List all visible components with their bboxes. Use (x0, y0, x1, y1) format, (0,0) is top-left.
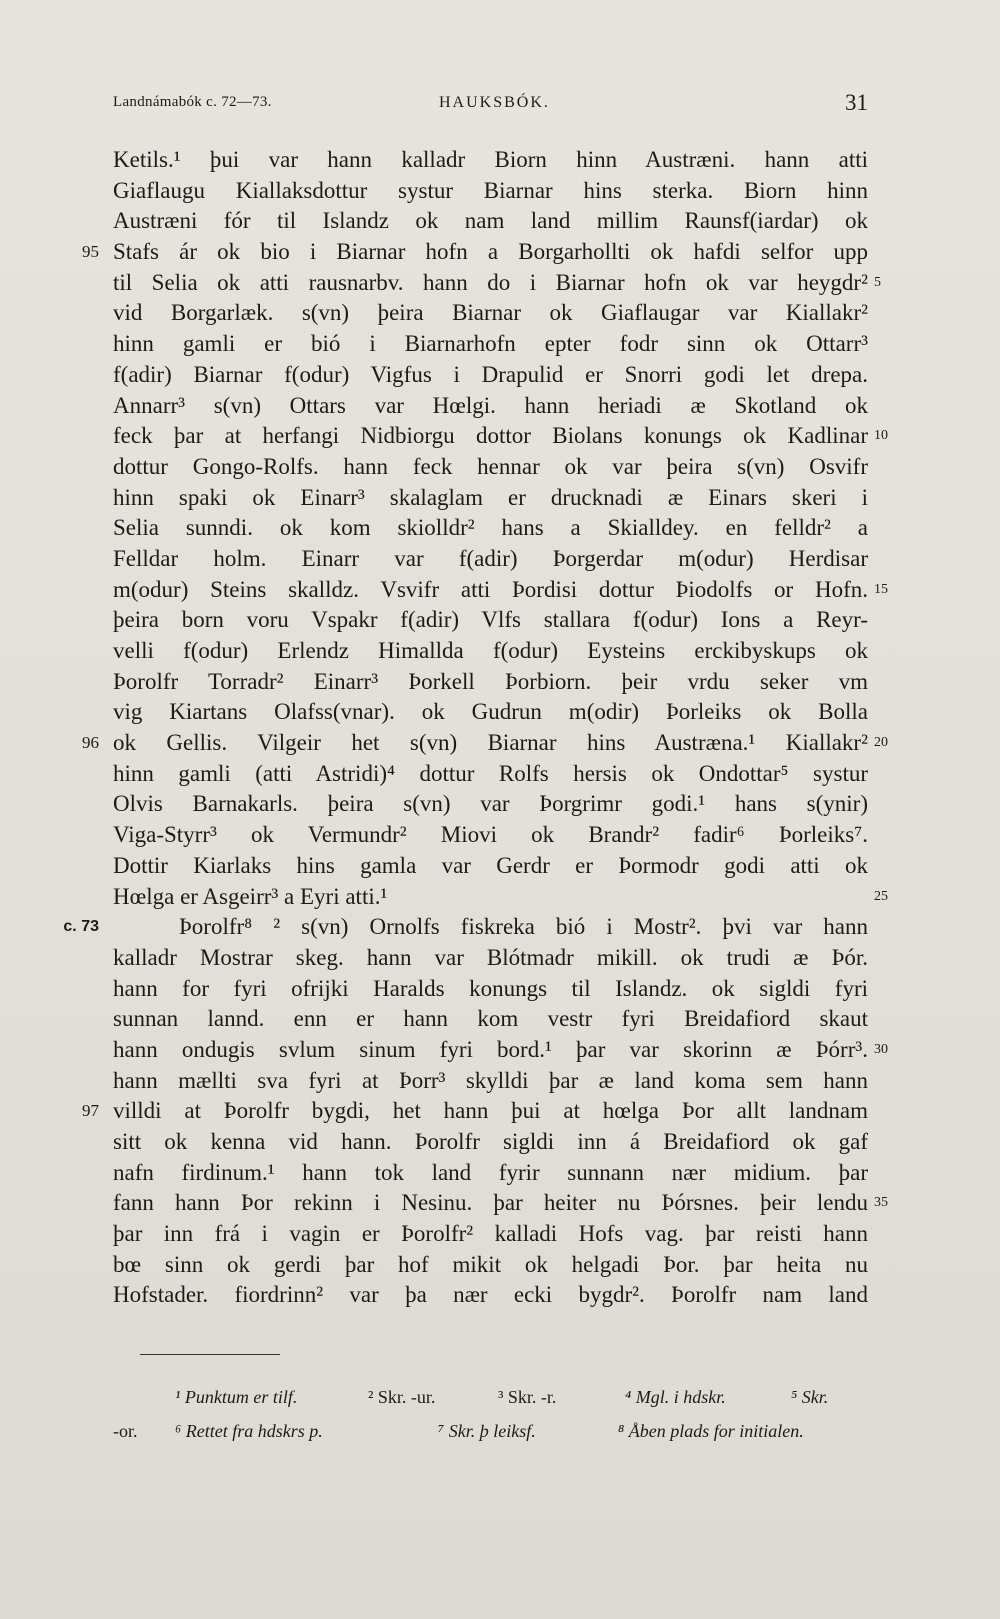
page-number: 31 (845, 90, 868, 115)
text-line-content: Hœlga er Asgeirr³ a Eyri atti.¹ (113, 883, 388, 909)
text-line (113, 1250, 868, 1281)
text-line (113, 268, 881, 299)
text-line-content: m(odur) Steins skalldz. Vsvifr atti Þordisi dottur Þiodolfs or Hofn. (113, 576, 868, 602)
footnote-2: ² Skr. -ur. (368, 1387, 436, 1407)
text-line-content: ok Gellis. Vilgeir het s(vn) Biarnar hins Austræna.¹ Kiallakr² (113, 730, 868, 756)
text-line-content: feck þar at herfangi Nidbiorgu dottor Biolans konungs ok Kadlinar (113, 423, 868, 449)
text-line-content: Stafs ár ok bio i Biarnar hofn a Borgarhollti ok hafdi selfor upp (113, 239, 868, 265)
margin-line-number: 15 (874, 581, 888, 597)
text-line (113, 943, 868, 974)
text-line (113, 1280, 868, 1311)
text-line-content: villdi at Þorolfr bygdi, het hann þui at hœlga Þor allt landnam (113, 1098, 868, 1124)
text-line-content: kalladr Mostrar skeg. hann var Blótmadr mikill. ok trudi æ Þór. (113, 944, 868, 970)
text-line (113, 544, 868, 575)
text-line-content: vid Borgarlæk. s(vn) þeira Biarnar ok Giaflaugar var Kiallakr² (113, 300, 868, 326)
text-line-content: hinn spaki ok Einarr³ skalaglam er drucknadi æ Einars skeri i (113, 484, 868, 510)
text-line (113, 206, 868, 237)
text-line-content: Dottir Kiarlaks hins gamla var Gerdr er Þormodr godi atti ok (113, 852, 868, 878)
header-title: HAUKSBÓK. (439, 94, 550, 111)
main-text (63, 145, 888, 1311)
text-line-content: hann for fyri ofrijki Haralds konungs til Islandz. ok sigldi fyri (113, 975, 868, 1001)
text-line-content: Annarr³ s(vn) Ottars var Hœlgi. hann heriadi æ Skotland ok (113, 392, 868, 418)
footnotes (113, 1380, 868, 1448)
text-line (113, 1219, 868, 1250)
margin-line-number: 5 (874, 274, 881, 290)
text-line (113, 513, 868, 544)
text-line (113, 360, 868, 391)
footnote-3: ³ Skr. -r. (498, 1387, 557, 1407)
text-line (113, 974, 868, 1005)
text-line-content: dottur Gongo-Rolfs. hann feck hennar ok var þeira s(vn) Osvifr (113, 453, 868, 479)
margin-left-number: 95 (82, 242, 99, 262)
text-line-content: bœ sinn ok gerdi þar hof mikit ok helgadi Þor. þar heita nu (113, 1251, 868, 1277)
text-line-content: Þorolfr Torradr² Einarr³ Þorkell Þorbiorn. þeir vrdu seker vm (113, 668, 868, 694)
margin-line-number: 30 (874, 1041, 888, 1057)
text-line (113, 667, 868, 698)
text-line-content: hinn gamli er bió i Biarnarhofn epter fodr sinn ok Ottarr³ (113, 331, 868, 357)
text-line (113, 636, 868, 667)
footnote-4: ⁴ Mgl. i hdskr. (625, 1387, 726, 1407)
text-line (63, 912, 868, 943)
text-line-content: hann mællti sva fyri at Þorr³ skylldi þar æ land koma sem hann (113, 1067, 868, 1093)
footnote-5-cont: -or. (113, 1421, 138, 1441)
text-line (113, 575, 888, 606)
text-line-content: hinn gamli (atti Astridi)⁴ dottur Rolfs hersis ok Ondottar⁵ systur (113, 760, 868, 786)
running-header (113, 90, 868, 120)
margin-line-number: 10 (874, 428, 888, 444)
text-line (82, 1096, 868, 1127)
text-line (113, 176, 868, 207)
text-line-content: Hofstader. fiordrinn² var þa nær ecki bygdr². Þorolfr nam land (113, 1282, 868, 1308)
text-line (113, 329, 868, 360)
text-line-content: fann hann Þor rekinn i Nesinu. þar heiter nu Þórsnes. þeir lendu (113, 1190, 868, 1216)
margin-line-number: 20 (874, 735, 888, 751)
text-line-content: Selia sunndi. ok kom skiolldr² hans a Skialldey. en felldr² a (113, 515, 868, 541)
text-line (113, 391, 868, 422)
margin-line-number: 25 (874, 888, 888, 904)
text-line (113, 697, 868, 728)
text-line (113, 882, 888, 913)
text-line (113, 851, 868, 882)
text-line (113, 789, 868, 820)
footnote-6: ⁶ Rettet fra hdskrs p. (175, 1421, 323, 1441)
footnote-8: ⁸ Åben plads for initialen. (618, 1421, 804, 1441)
text-line-content: hann ondugis svlum sinum fyri bord.¹ þar var skorinn æ Þórr³. (113, 1036, 868, 1062)
text-line-content: f(adir) Biarnar f(odur) Vigfus i Drapulid er Snorri godi let drepa. (113, 361, 868, 387)
text-line (82, 728, 888, 759)
text-line-content: Olvis Barnakarls. þeira s(vn) var Þorgrimr godi.¹ hans s(ynir) (113, 791, 868, 817)
margin-left-number: 97 (82, 1101, 99, 1121)
text-line (113, 145, 868, 176)
text-line (113, 1035, 888, 1066)
text-line (113, 298, 868, 329)
text-line (113, 421, 888, 452)
text-line-content: sitt ok kenna vid hann. Þorolfr sigldi inn á Breidafiord ok gaf (113, 1129, 868, 1154)
text-line (113, 1127, 868, 1158)
text-line-content: sunnan lannd. enn er hann kom vestr fyri Breidafiord skaut (113, 1006, 868, 1032)
text-line-content: nafn firdinum.¹ hann tok land fyrir sunnann nær midium. þar (113, 1159, 868, 1185)
text-line-content: Ketils.¹ þui var hann kalladr Biorn hinn Austræni. hann atti (113, 147, 868, 172)
text-line (113, 483, 868, 514)
text-line (113, 820, 868, 851)
text-line (113, 759, 868, 790)
text-line (82, 237, 868, 268)
footnote-line-2 (113, 1414, 868, 1448)
footnote-line-1 (113, 1380, 868, 1414)
footnote-1: ¹ Punktum er tilf. (175, 1387, 298, 1407)
text-line-content: til Selia ok atti rausnarbv. hann do i Biarnar hofn ok var heygdr² (113, 269, 868, 295)
text-line (113, 1004, 868, 1035)
footnote-divider (140, 1354, 280, 1355)
text-line-content: Felldar holm. Einarr var f(adir) Þorgerdar m(odur) Herdisar (113, 545, 868, 571)
margin-left-number: 96 (82, 733, 99, 753)
text-line-content: Giaflaugu Kiallaksdottur systur Biarnar hins sterka. Biorn hinn (113, 177, 868, 203)
text-line-content: þeira born voru Vspakr f(adir) Vlfs stallara f(odur) Ions a Reyr- (113, 607, 868, 633)
header-left: Landnámabók c. 72—73. (113, 94, 272, 110)
text-line (113, 1188, 888, 1219)
text-line (113, 1158, 868, 1189)
text-line-content: Viga-Styrr³ ok Vermundr² Miovi ok Brandr² fadir⁶ Þorleiks⁷. (113, 822, 868, 848)
text-line (113, 605, 868, 636)
text-line-content: vig Kiartans Olafss(vnar). ok Gudrun m(odir) Þorleiks ok Bolla (113, 699, 868, 725)
margin-left-number: c. 73 (63, 918, 99, 936)
footnote-7: ⁷ Skr. þ leiksf. (438, 1421, 536, 1441)
text-line (113, 1066, 868, 1097)
margin-line-number: 35 (874, 1195, 888, 1211)
text-line-content: velli f(odur) Erlendz Himallda f(odur) Eysteins erckibyskups ok (113, 638, 868, 663)
footnote-5: ⁵ Skr. (791, 1387, 829, 1407)
text-line-content: Þorolfr⁸ ² s(vn) Ornolfs fiskreka bió i Mostr². þvi var hann (179, 914, 868, 940)
text-line-content: Austræni fór til Islandz ok nam land millim Raunsf(iardar) ok (113, 208, 868, 234)
text-line (113, 452, 868, 483)
text-line-content: þar inn frá i vagin er Þorolfr² kalladi Hofs vag. þar reisti hann (113, 1221, 868, 1247)
